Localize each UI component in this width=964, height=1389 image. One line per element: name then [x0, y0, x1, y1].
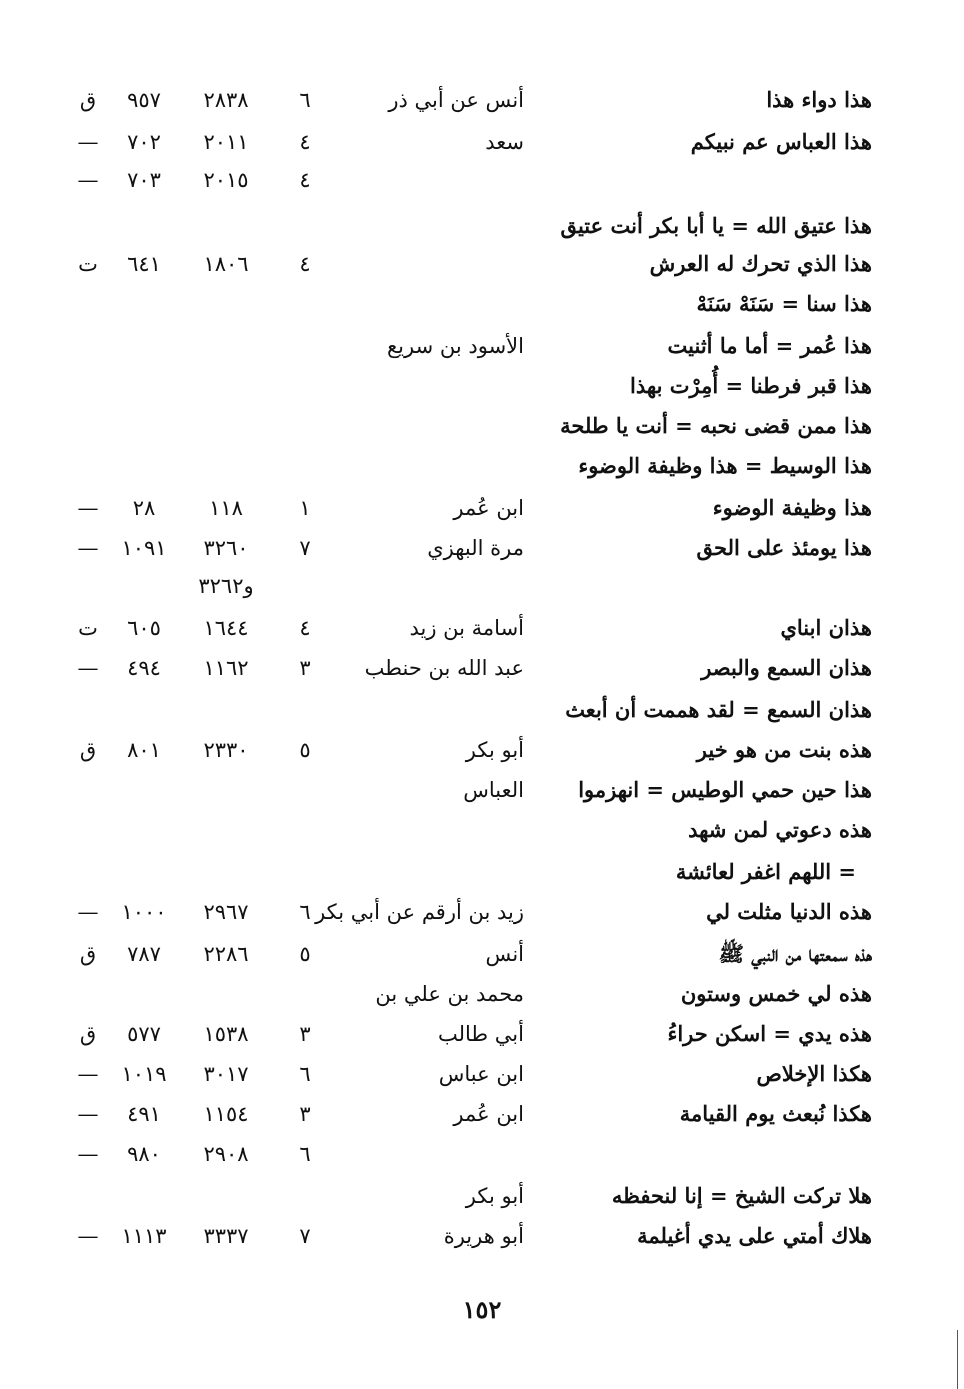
source-code: — — [77, 656, 99, 680]
table-row — [0, 1216, 964, 1256]
source-code: — — [77, 1142, 99, 1166]
source-code: — — [77, 1062, 99, 1086]
page-reference: ١٠١٩ — [121, 1062, 167, 1086]
hadith-phrase: هذه الدنيا مثلت لي — [706, 899, 872, 924]
source-code: ق — [79, 1022, 97, 1046]
volume-number: ٤ — [299, 168, 311, 192]
hadith-number: ١١٥٤ — [203, 1102, 249, 1126]
table-row — [0, 244, 964, 284]
volume-number: ٣ — [299, 1102, 311, 1126]
source-code: ق — [79, 942, 97, 966]
source-code: ت — [78, 252, 98, 276]
table-row — [0, 446, 964, 486]
page-reference: ١٠٩١ — [121, 536, 167, 560]
volume-number: ٦ — [299, 88, 311, 112]
volume-number: ٦ — [299, 1062, 311, 1086]
hadith-phrase: هذا وظيفة الوضوء — [712, 495, 872, 520]
page-reference: ٥٧٧ — [127, 1022, 161, 1046]
narrator-name: أسامة بن زيد — [409, 616, 524, 640]
narrator-name: مرة البهزي — [427, 536, 524, 560]
hadith-phrase: هذا العباس عم نبيكم — [690, 129, 872, 154]
narrator-name: أبو هريرة — [443, 1224, 524, 1248]
hadith-phrase: هذا ممن قضى نحبه = أنت يا طلحة — [560, 413, 872, 438]
narrator-name: أبو بكر — [465, 738, 524, 762]
hadith-phrase: هكذا الإخلاص — [756, 1061, 872, 1086]
hadith-number: ٢٣٣٠ — [203, 738, 249, 762]
source-code: ق — [79, 88, 97, 112]
hadith-phrase: هذان السمع والبصر — [701, 655, 872, 680]
table-row — [0, 80, 964, 120]
source-code: — — [77, 1102, 99, 1126]
table-row — [0, 1014, 964, 1054]
hadith-phrase: هذا قبر فرطنا = أُمِرْت بهذا — [630, 373, 872, 398]
volume-number: ٦ — [299, 1142, 311, 1166]
narrator-name: أنس — [485, 942, 524, 966]
narrator-name: ابن عُمر — [453, 1102, 524, 1126]
hadith-number: ٣٠١٧ — [203, 1062, 249, 1086]
hadith-phrase: = اللهم اغفر لعائشة — [675, 859, 856, 884]
page-reference: ٧٨٧ — [127, 942, 161, 966]
table-row — [0, 770, 964, 810]
hadith-phrase: هذا الوسيط = هذا وظيفة الوضوء — [578, 453, 872, 478]
narrator-name: العباس — [463, 778, 524, 802]
table-row — [0, 488, 964, 528]
hadith-phrase: هذا عتيق الله = يا أبا بكر أنت عتيق — [560, 213, 872, 238]
volume-number: ١ — [299, 496, 311, 520]
hadith-number: ١١٦٢ — [203, 656, 249, 680]
source-code: — — [77, 900, 99, 924]
hadith-number: ٢٨٣٨ — [203, 88, 249, 112]
hadith-number: ٢٩٦٧ — [203, 900, 249, 924]
table-row — [0, 608, 964, 648]
source-code: — — [77, 536, 99, 560]
table-row — [0, 892, 964, 932]
hadith-phrase: هذا حين حمي الوطيس = انهزموا — [578, 777, 872, 802]
hadith-phrase: هلا تركت الشيخ = إنا لنحفظه — [611, 1183, 872, 1208]
volume-number: ٥ — [299, 738, 311, 762]
page-reference: ٢٨ — [132, 496, 156, 520]
hadith-phrase: هذا سنا = سَنَهْ سَنَهْ — [696, 291, 872, 316]
table-row — [0, 528, 964, 568]
hadith-phrase: هذا الذي تحرك له العرش — [649, 251, 872, 276]
scan-edge-line — [957, 1330, 958, 1389]
volume-number: ٦ — [299, 900, 311, 924]
hadith-phrase: هذه يدي = اسكن حراءُ — [667, 1021, 872, 1046]
hadith-number: ١٦٤٤ — [203, 616, 249, 640]
volume-number: ٣ — [299, 656, 311, 680]
volume-number: ٤ — [299, 130, 311, 154]
hadith-phrase: هذا يومئذ على الحق — [696, 535, 872, 560]
page-reference: ٦٠٥ — [127, 616, 161, 640]
hadith-phrase: هذا عُمر = أما ما أثنيت — [667, 333, 872, 358]
narrator-name: زيد بن أرقم عن أبي بكر — [315, 900, 524, 924]
page-reference: ٦٤١ — [127, 252, 161, 276]
source-code: — — [77, 496, 99, 520]
hadith-phrase: هذه دعوتي لمن شهد — [688, 817, 872, 842]
table-row — [0, 1054, 964, 1094]
hadith-number: ٢٠١٥ — [203, 168, 249, 192]
hadith-number: ١١٨ — [209, 496, 243, 520]
narrator-name: أبي طالب — [438, 1022, 524, 1046]
narrator-name: سعد — [485, 130, 524, 154]
table-row — [0, 1134, 964, 1174]
page-reference: ٨٠١ — [127, 738, 161, 762]
hadith-number: ٢٢٨٦ — [203, 942, 249, 966]
source-code: ت — [78, 616, 98, 640]
source-code: — — [77, 168, 99, 192]
table-row — [0, 852, 964, 892]
hadith-number: ٣٢٦٠ — [203, 536, 249, 560]
table-row — [0, 648, 964, 688]
page-reference: ١٠٠٠ — [121, 900, 167, 924]
narrator-name: أبو بكر — [465, 1184, 524, 1208]
hadith-phrase: هذان ابناي — [780, 615, 872, 640]
page-reference: ٩٨٠ — [127, 1142, 161, 1166]
table-row — [0, 1094, 964, 1134]
narrator-name: ابن عُمر — [453, 496, 524, 520]
table-row — [0, 206, 964, 246]
page-number: ١٥٢ — [462, 1295, 502, 1324]
volume-number: ٥ — [299, 942, 311, 966]
hadith-phrase: هكذا نُبعث يوم القيامة — [679, 1101, 872, 1126]
table-row — [0, 160, 964, 200]
page-reference: ٤٩١ — [127, 1102, 161, 1126]
hadith-phrase: هلاك أمتي على يدي أغيلمة — [637, 1223, 872, 1248]
table-row — [0, 974, 964, 1014]
table-row — [0, 284, 964, 324]
narrator-name: محمد بن علي بن — [375, 982, 524, 1006]
hadith-number: ٢٠١١ — [203, 130, 249, 154]
table-row — [0, 730, 964, 770]
narrator-name: أنس عن أبي ذر — [388, 88, 524, 112]
hadith-number: و٣٢٦٢ — [198, 574, 254, 598]
table-row — [0, 1176, 964, 1216]
table-row — [0, 934, 964, 974]
narrator-name: ابن عباس — [438, 1062, 524, 1086]
hadith-phrase: هذه بنت من هو خير — [696, 737, 872, 762]
table-row — [0, 122, 964, 162]
source-code: ق — [79, 738, 97, 762]
hadith-phrase: هذان السمع = لقد هممت أن أبعث — [565, 697, 872, 722]
hadith-number: ١٥٣٨ — [203, 1022, 249, 1046]
hadith-phrase: هذه سمعتها من النبي ﷺ — [718, 941, 872, 966]
volume-number: ٣ — [299, 1022, 311, 1046]
volume-number: ٧ — [299, 1224, 311, 1248]
volume-number: ٧ — [299, 536, 311, 560]
narrator-name: الأسود بن سريع — [387, 334, 524, 358]
table-row — [0, 366, 964, 406]
hadith-number: ٣٣٣٧ — [203, 1224, 249, 1248]
page-reference: ١١١٣ — [121, 1224, 167, 1248]
volume-number: ٤ — [299, 616, 311, 640]
page-reference: ٩٥٧ — [127, 88, 161, 112]
page-reference: ٤٩٤ — [127, 656, 161, 680]
table-row — [0, 690, 964, 730]
volume-number: ٤ — [299, 252, 311, 276]
page-reference: ٧٠٢ — [127, 130, 161, 154]
hadith-number: ٢٩٠٨ — [203, 1142, 249, 1166]
page-reference: ٧٠٣ — [127, 168, 161, 192]
hadith-phrase: هذا دواء هذا — [766, 87, 872, 112]
table-row — [0, 326, 964, 366]
source-code: — — [77, 1224, 99, 1248]
table-row — [0, 566, 964, 606]
hadith-phrase: هذه لي خمس وستون — [680, 981, 872, 1006]
table-row — [0, 810, 964, 850]
hadith-number: ١٨٠٦ — [203, 252, 249, 276]
source-code: — — [77, 130, 99, 154]
narrator-name: عبد الله بن حنطب — [364, 656, 524, 680]
table-row — [0, 406, 964, 446]
